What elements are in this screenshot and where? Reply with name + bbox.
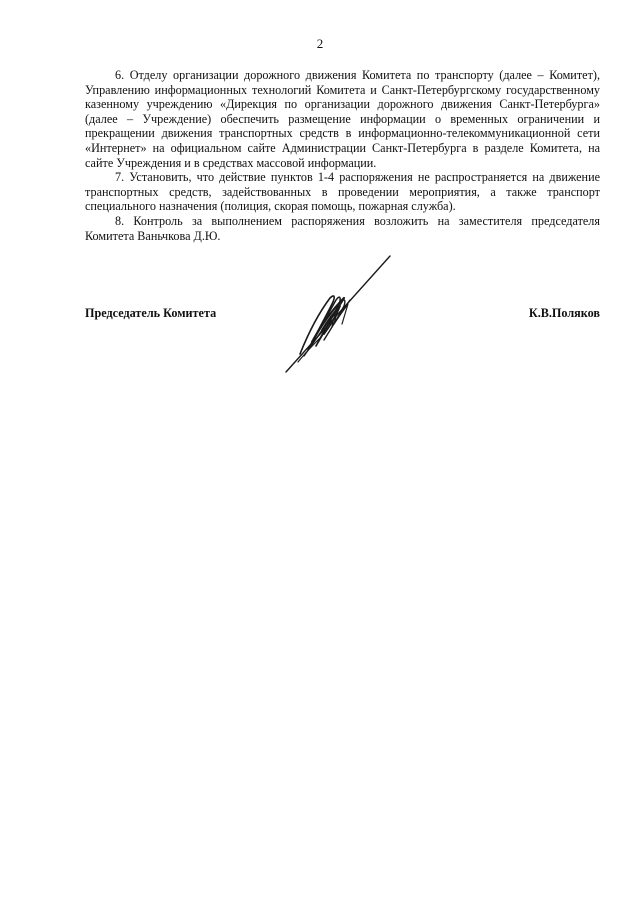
paragraph-6: 6. Отделу организации дорожного движения Комитета по транспорту (далее – Комитет), Управлению информационных технологий Комитета и Санкт-Петербургскому государственному казенному учреждению «Дирекция по организации дорожного движения Санкт-Петербурга» (далее – Учреждение) обеспечить размещение информации о временных ограничении и прекращении движения транспортных средств в информационно-телекоммуникационной сети «Интернет» на официальном сайте Администрации Санкт-Петербурга в разделе Комитета, на сайте Учреждения и в средствах массовой информации. [85,68,600,170]
paragraph-7: 7. Установить, что действие пунктов 1-4 распоряжения не распространяется на движение транспортных средств, задействованных в проведении мероприятия, а также транспорт специального назначения (полиция, скорая помощь, пожарная служба). [85,170,600,214]
handwritten-signature [278,254,398,376]
document-body [85,68,600,243]
signatory-name: К.В.Поляков [528,306,600,320]
signatory-position: Председатель Комитета [85,306,217,320]
page-number: 2 [316,36,324,51]
paragraph-8: 8. Контроль за выполнением распоряжения возложить на заместителя председателя Комитета Ваньчкова Д.Ю. [85,213,600,243]
